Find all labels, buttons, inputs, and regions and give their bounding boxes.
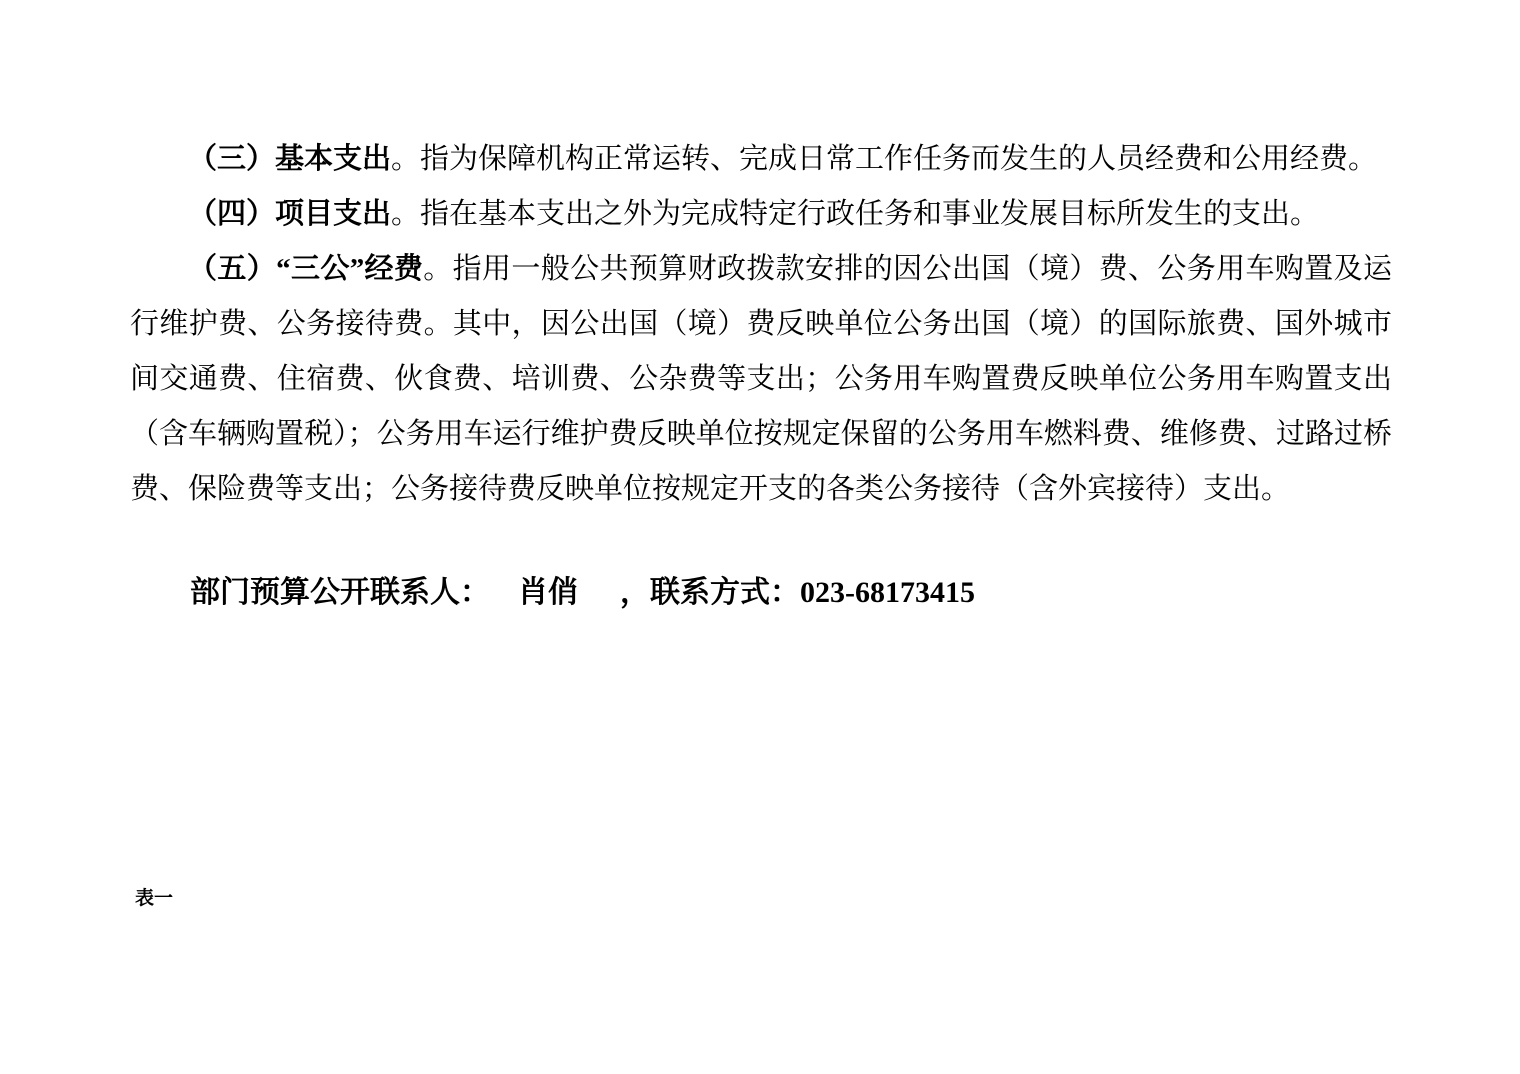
contact-separator: ，联系方式： — [620, 576, 800, 609]
paragraph-basic-expenditure-text: 。指为保障机构正常运转、完成日常工作任务而发生的人员经费和公用经费。 — [391, 143, 1378, 175]
paragraph-basic-expenditure-lead: （三）基本支出 — [188, 143, 392, 175]
contact-line — [130, 565, 1392, 620]
paragraph-basic-expenditure — [130, 132, 1392, 187]
paragraph-three-public-funds-lead: （五）“三公”经费 — [188, 253, 424, 285]
paragraph-three-public-funds-text: 。指用一般公共预算财政拨款安排的因公出国（境）费、公务用车购置及运行维护费、公务接待费。其中，因公出国（境）费反映单位公务出国（境）的国际旅费、国外城市间交通费、住宿费、伙食费、培训费、公杂费等支出；公务用车购置费反映单位公务用车购置支出（含车辆购置税）；公务用车运行维护费反映单位按规定保留的公务用车燃料费、维修费、过路过桥费、保险费等支出；公务接待费反映单位按规定开支的各类公务接待（含外宾接待）支出。 — [130, 253, 1392, 505]
paragraph-three-public-funds — [130, 242, 1392, 517]
paragraph-project-expenditure-lead: （四）项目支出 — [188, 198, 392, 230]
contact-label: 部门预算公开联系人： — [190, 576, 490, 609]
paragraph-project-expenditure — [130, 187, 1392, 242]
document-body — [130, 132, 1392, 650]
paragraph-project-expenditure-text: 。指在基本支出之外为完成特定行政任务和事业发展目标所发生的支出。 — [391, 198, 1320, 230]
contact-person-name: 肖俏 — [518, 576, 578, 609]
table-one-label: 表一 — [135, 888, 174, 909]
contact-phone-number: 023-68173415 — [800, 576, 975, 609]
